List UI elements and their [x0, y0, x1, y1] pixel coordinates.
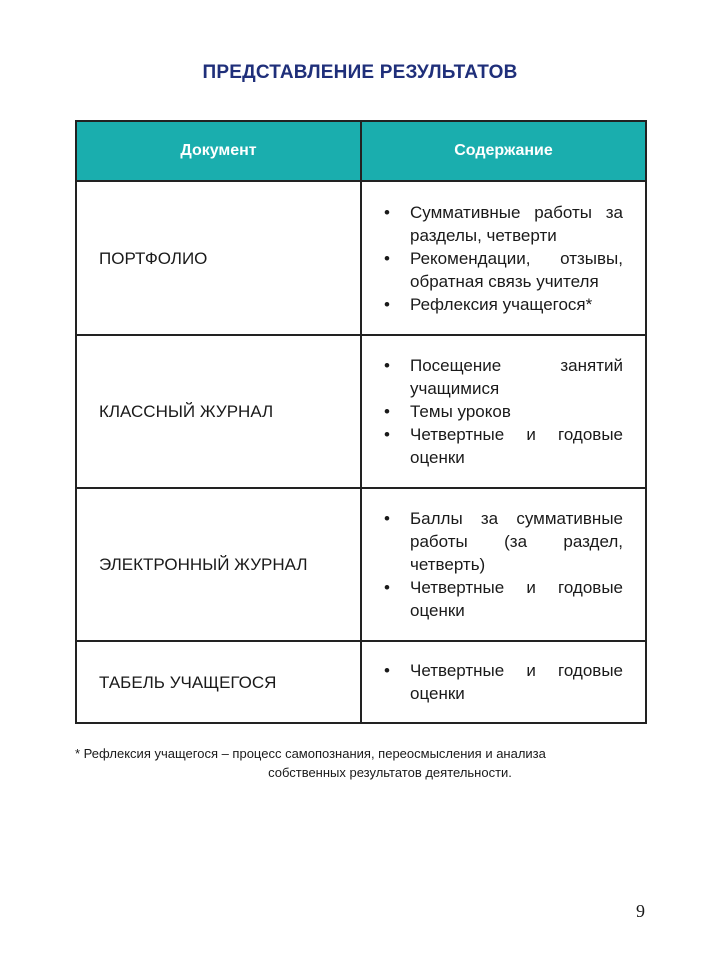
- content-cell: [361, 335, 646, 488]
- footnote: [75, 744, 645, 782]
- bullet-icon: •: [384, 248, 390, 268]
- bullet-icon: •: [384, 578, 390, 597]
- table-row: [76, 181, 646, 335]
- table-header-row: [76, 121, 646, 181]
- list-item: • Рефлексия учащегося*: [384, 294, 593, 314]
- bullet-icon: •: [384, 509, 390, 528]
- bullet-icon: •: [384, 402, 390, 421]
- footnote-line: собственных результатов деятельности.: [268, 765, 512, 780]
- bullet-icon: •: [384, 661, 390, 680]
- list-item: • Баллы за суммативные работы (за раздел, четверть): [384, 509, 623, 574]
- header-content: Содержание: [361, 121, 646, 181]
- list-item: • Рекомендации, отзывы, обратная связь учителя: [384, 248, 623, 291]
- page-number: 9: [636, 901, 645, 921]
- table-row: [76, 641, 646, 723]
- list-item: • Посещение занятий учащимися: [384, 356, 623, 398]
- header-document: Документ: [76, 121, 361, 181]
- document-name: ПОРТФОЛИО: [76, 181, 361, 335]
- list-item: • Четвертные и годовые оценки: [384, 578, 623, 620]
- page-title: ПРЕДСТАВЛЕНИЕ РЕЗУЛЬТАТОВ: [202, 62, 518, 83]
- bullet-icon: •: [384, 202, 390, 222]
- bullet-icon: •: [384, 356, 390, 375]
- results-table: [75, 120, 647, 724]
- content-cell: [361, 488, 646, 641]
- list-item: • Темы уроков: [384, 402, 511, 421]
- document-name: КЛАССНЫЙ ЖУРНАЛ: [76, 335, 361, 488]
- document-name: ЭЛЕКТРОННЫЙ ЖУРНАЛ: [76, 488, 361, 641]
- list-item: • Четвертные и годовые оценки: [384, 661, 623, 703]
- content-cell: [361, 181, 646, 335]
- content-cell: [361, 641, 646, 723]
- bullet-icon: •: [384, 425, 390, 444]
- footnote-line: * Рефлексия учащегося – процесс самопознания, переосмысления и анализа: [75, 746, 546, 761]
- table-row: [76, 488, 646, 641]
- list-item: • Четвертные и годовые оценки: [384, 425, 623, 467]
- table-row: [76, 335, 646, 488]
- bullet-icon: •: [384, 294, 390, 314]
- list-item: • Суммативные работы за разделы, четверти: [384, 202, 623, 245]
- document-name: ТАБЕЛЬ УЧАЩЕГОСЯ: [76, 641, 361, 723]
